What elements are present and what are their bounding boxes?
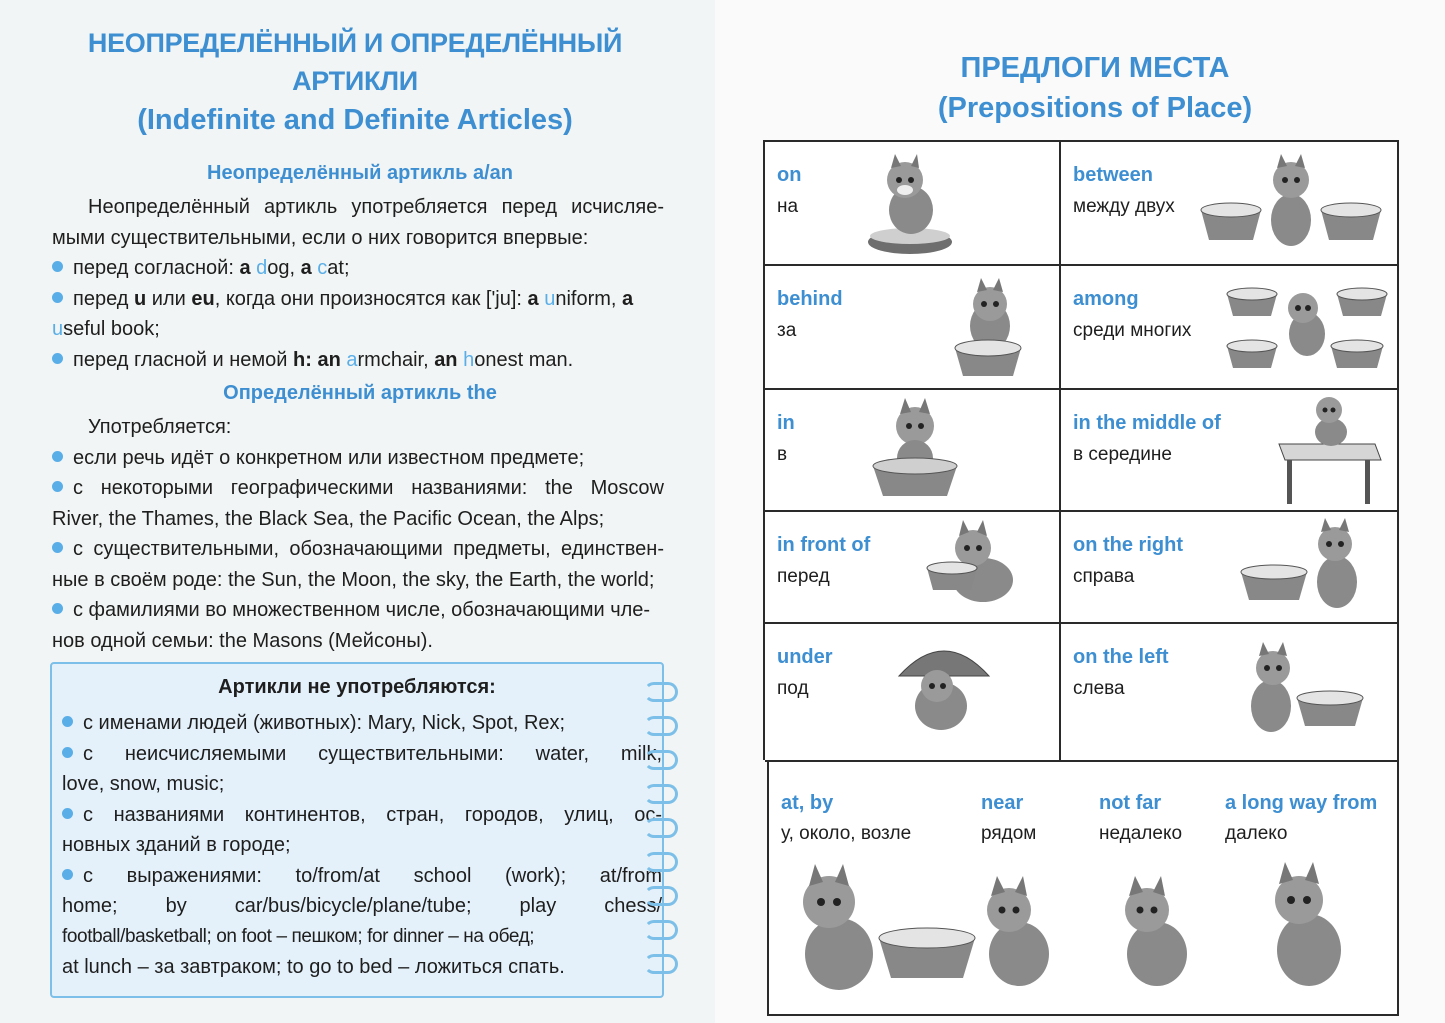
spiral-ring-icon: [644, 750, 678, 770]
note-bullet-2-cont: love, snow, music;: [62, 773, 225, 795]
spiral-ring-icon: [644, 886, 678, 906]
note-heading: Артикли не употребляются:: [218, 676, 496, 698]
cat-among-bowls-icon: [1223, 274, 1393, 384]
bullet-dot: [62, 747, 73, 758]
spiral-ring-icon: [644, 852, 678, 872]
right-page: [715, 0, 1445, 1023]
indef-intro-line-2: мыми существительными, если о них говорится впервые:: [52, 226, 589, 249]
bullet-dot: [52, 261, 63, 272]
note-bullet-3: с названиями континентов, стран, городов, улиц, ос-: [62, 800, 662, 831]
prep-cell-under: under под: [765, 624, 1061, 762]
indef-intro-line-1: Неопределённый артикль употребляется перед исчисляе-: [88, 196, 664, 218]
bullet-dot: [52, 542, 63, 553]
spiral-ring-icon: [644, 818, 678, 838]
note-text: [62, 708, 662, 983]
indef-bullet-2: перед u или eu, когда они произносятся как ['ju]: a uniform, a: [52, 284, 664, 315]
title-line-1: НЕОПРЕДЕЛЁННЫЙ И ОПРЕДЕЛЁННЫЙ: [87, 28, 623, 58]
articles-title-en: (Indefinite and Definite Articles): [137, 104, 573, 136]
bullet-dot: [52, 353, 63, 364]
prep-at-by: at, by у, около, возле: [781, 792, 912, 844]
cat-between-bowls-icon: [1191, 150, 1391, 260]
spiral-ring-icon: [644, 784, 678, 804]
prep-cell-in-front-of: in front of перед: [765, 512, 1061, 624]
prep-cell-on-the-left: on the left слева: [1061, 624, 1399, 762]
cats-distance-illustration: [769, 854, 1397, 1014]
bullet-dot: [52, 481, 63, 492]
cat-not-far-icon: [1125, 876, 1187, 986]
articles-title: [60, 24, 650, 100]
spiral-ring-icon: [644, 716, 678, 736]
definite-section: [52, 412, 664, 656]
spiral-rings: [644, 682, 684, 988]
prep-cell-between: between между двух: [1061, 142, 1399, 266]
def-bullet-2: с некоторыми географическими названиями: the Moscow: [52, 473, 664, 504]
note-bullet-4-cont-2: football/basketball; on foot – пешком; for dinner – на обед;: [62, 925, 535, 947]
note-bullet-4-cont-3: at lunch – за завтраком; to go to bed – ложиться спать.: [62, 956, 565, 978]
prepositions-title-en: (Prepositions of Place): [937, 92, 1253, 124]
def-bullet-3-cont: ные в своём роде: the Sun, the Moon, the sky, the Earth, the world;: [52, 568, 655, 591]
prep-cell-among: among среди многих: [1061, 266, 1399, 390]
prep-cell-in: in в: [765, 390, 1061, 512]
note-bullet-2: с неисчисляемыми существительными: water, milk,: [62, 739, 662, 770]
prepositions-grid: [763, 140, 1399, 760]
def-bullet-4-cont: нов одной семьи: the Masons (Мейсоны).: [52, 629, 433, 652]
note-bullet-4: с выражениями: to/from/at school (work); at/from: [62, 861, 662, 892]
prep-not-far: not far недалеко: [1099, 792, 1183, 844]
indefinite-section: [52, 192, 664, 375]
def-bullet-2-cont: River, the Thames, the Black Sea, the Pacific Ocean, the Alps;: [52, 507, 605, 530]
spiral-ring-icon: [644, 920, 678, 940]
indef-bullet-2-cont: useful book;: [52, 318, 160, 340]
bullet-dot: [62, 869, 73, 880]
cat-left-of-bowl-icon: [1241, 640, 1371, 750]
no-article-note: [50, 662, 664, 998]
cat-near-icon: [987, 876, 1049, 986]
prep-cell-behind: behind за: [765, 266, 1061, 390]
def-bullet-3: с существительными, обозначающими предметы, единствен-: [52, 534, 664, 565]
note-bullet-3-cont: новных зданий в городе;: [62, 834, 291, 856]
prepositions-distance-panel: [767, 760, 1399, 1016]
note-bullet-1: с именами людей (животных): Mary, Nick, Spot, Rex;: [62, 708, 662, 739]
cat-far-icon: [1275, 862, 1341, 986]
bullet-dot: [62, 716, 73, 727]
title-line-2: АРТИКЛИ: [292, 66, 418, 96]
cat-at-bowl-icon: [803, 864, 975, 990]
indefinite-heading: Неопределённый артикль a/an: [207, 162, 513, 184]
indef-bullet-1: перед согласной: a dog, a cat;: [52, 253, 664, 284]
cat-on-table-icon: [1275, 394, 1385, 508]
def-bullet-4: с фамилиями во множественном числе, обозначающими чле-: [52, 595, 664, 626]
bullet-dot: [52, 292, 63, 303]
indef-bullet-3: перед гласной и немой h: an armchair, an honest man.: [52, 345, 664, 376]
spiral-ring-icon: [644, 682, 678, 702]
cat-in-bowl-icon: [865, 396, 965, 506]
prepositions-title: ПРЕДЛОГИ МЕСТА: [960, 52, 1230, 84]
prep-a-long-way-from: a long way from далеко: [1225, 792, 1378, 844]
def-bullet-1: если речь идёт о конкретном или известном предмете;: [52, 443, 664, 474]
spiral-ring-icon: [644, 954, 678, 974]
cat-right-of-bowl-icon: [1237, 516, 1377, 620]
cat-in-front-of-bowl-icon: [923, 518, 1033, 618]
cat-under-bowl-icon: [889, 636, 999, 746]
left-page: [0, 0, 715, 1023]
prep-cell-on: on на: [765, 142, 1061, 266]
bullet-dot: [62, 808, 73, 819]
cat-on-bowl-icon: [855, 150, 965, 260]
definite-heading: Определённый артикль the: [223, 382, 497, 404]
prep-cell-in-the-middle-of: in the middle of в середине: [1061, 390, 1399, 512]
bullet-dot: [52, 451, 63, 462]
prep-near: near рядом: [981, 792, 1037, 844]
prep-cell-on-the-right: on the right справа: [1061, 512, 1399, 624]
note-bullet-4-cont-1: home; by car/bus/bicycle/plane/tube; play chess/: [62, 895, 662, 917]
def-intro: Употребляется:: [88, 416, 232, 438]
bullet-dot: [52, 603, 63, 614]
cat-behind-bowl-icon: [935, 276, 1045, 386]
